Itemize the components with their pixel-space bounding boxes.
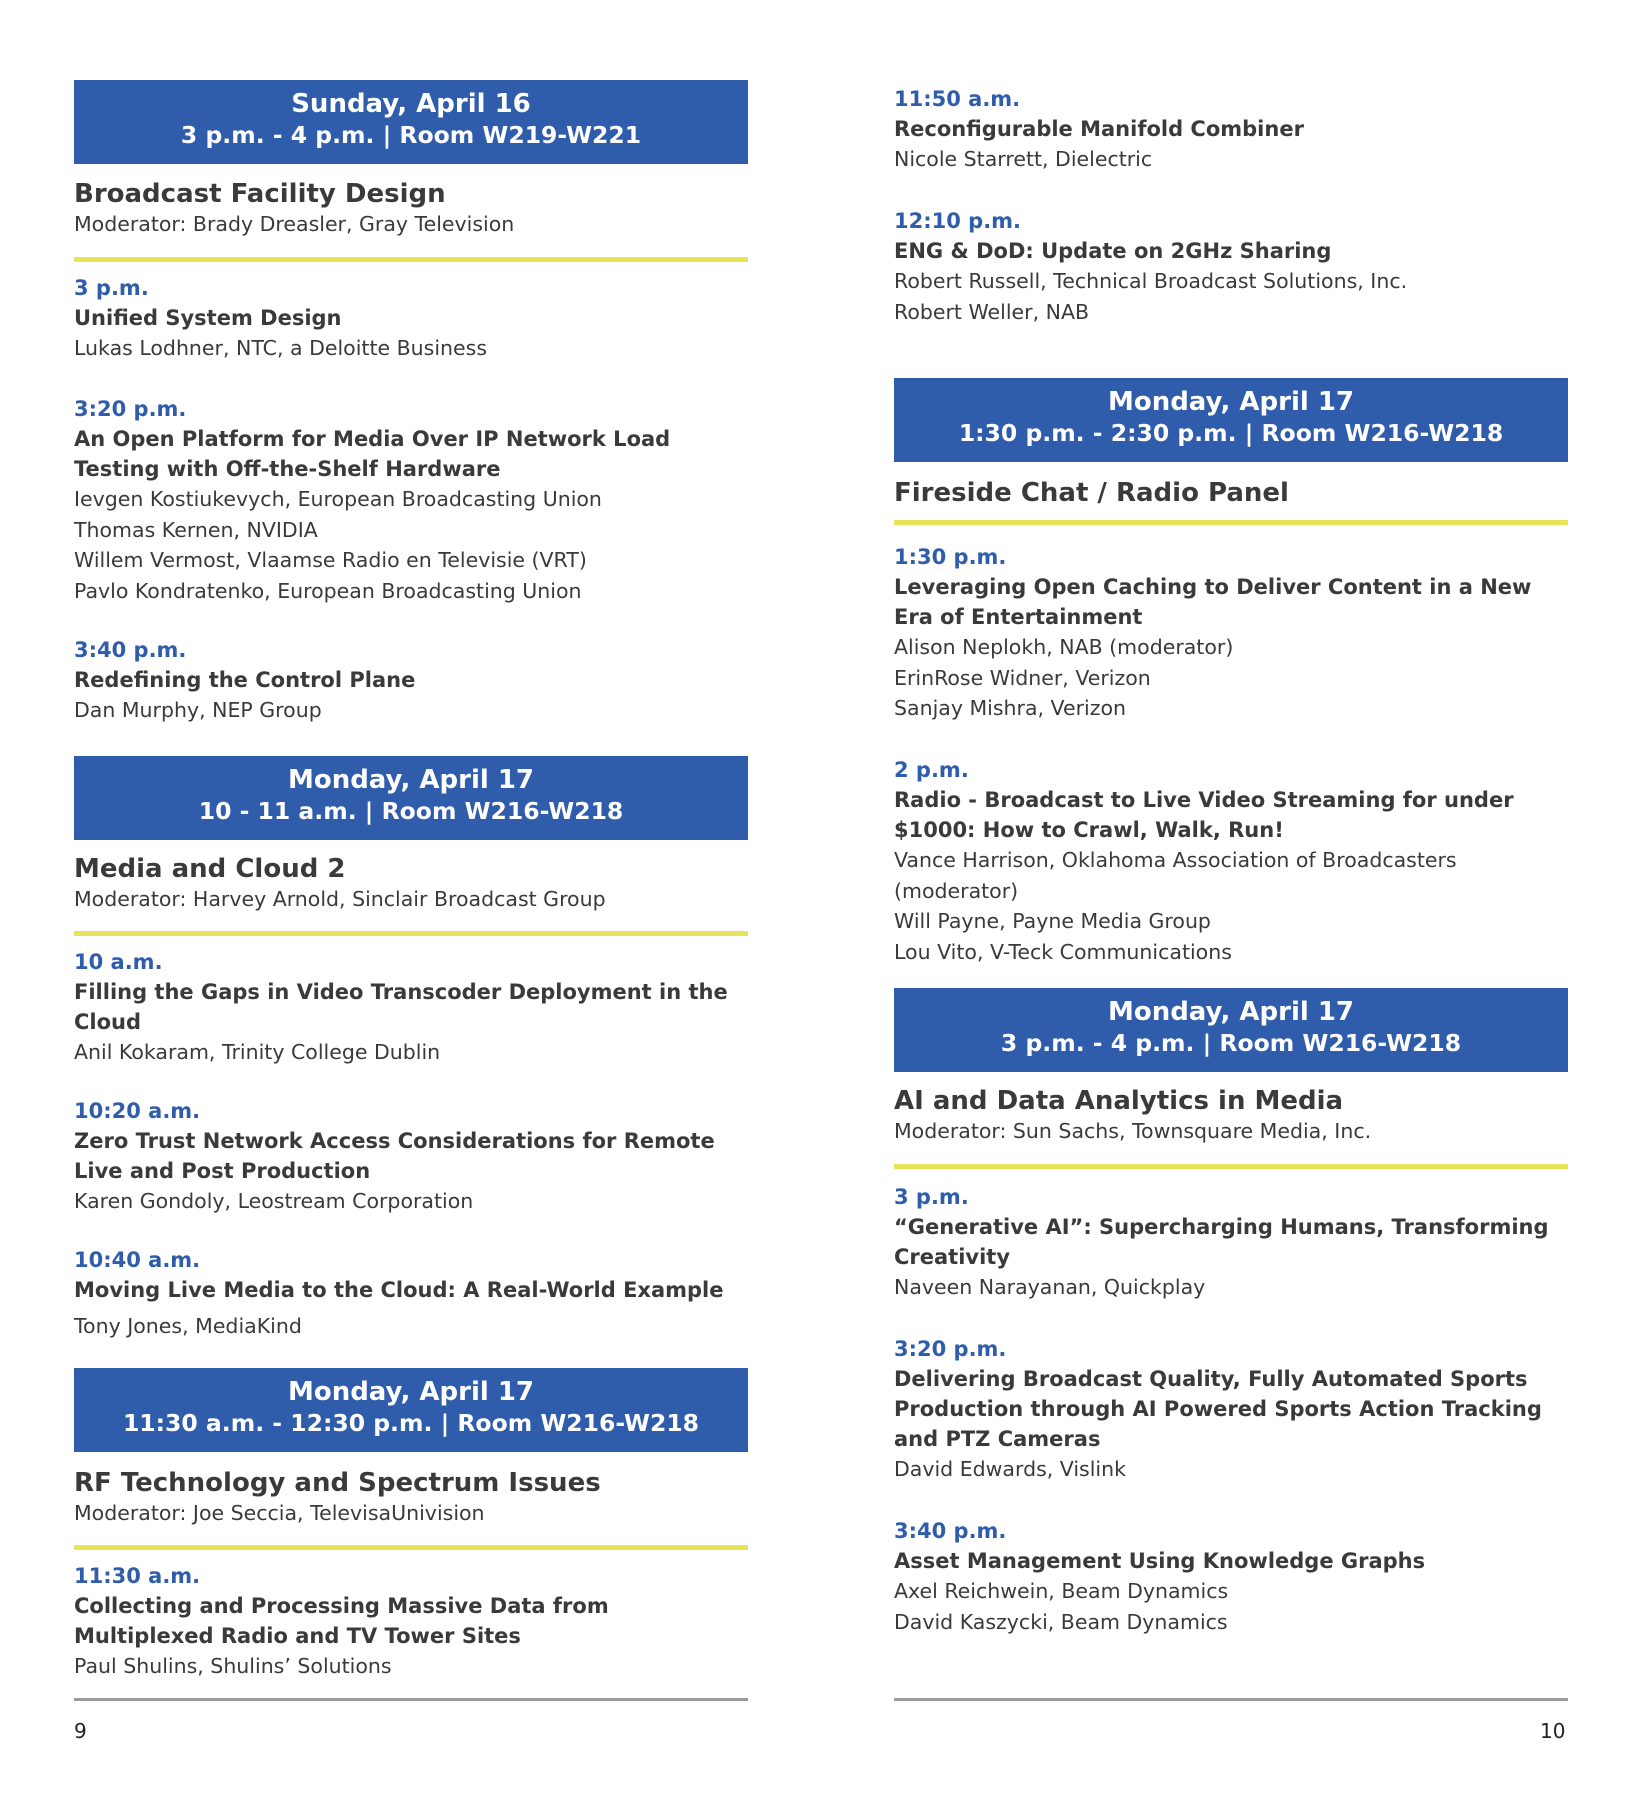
talk-title: and PTZ Cameras (894, 1427, 1101, 1451)
session-info (74, 178, 748, 238)
divider-yellow (74, 1545, 748, 1550)
header-time-room: 10 - 11 a.m. | Room W216-W218 (198, 797, 624, 825)
talk-entry (894, 1183, 1568, 1303)
talk-time: 3:40 p.m. (74, 638, 187, 662)
speaker: (moderator) (894, 878, 1019, 903)
talk-entry (894, 85, 1568, 175)
talk-title: Reconfigurable Manifold Combiner (894, 117, 1304, 141)
talk-entry (894, 1335, 1568, 1485)
divider-yellow (74, 257, 748, 262)
page-footer-rule (894, 1698, 1568, 1701)
speaker: Ievgen Kostiukevych, European Broadcasting Union (74, 487, 602, 511)
talk-title: Cloud (74, 1010, 142, 1034)
speaker: ErinRose Widner, Verizon (894, 665, 1151, 690)
talk-time: 3:20 p.m. (74, 397, 187, 421)
speaker: Tony Jones, MediaKind (74, 1314, 302, 1338)
header-date: Monday, April 17 (1107, 997, 1355, 1027)
talk-title: Leveraging Open Caching to Deliver Content in a New (894, 575, 1532, 599)
talk-time: 11:50 a.m. (894, 87, 1021, 111)
talk-title: “Generative AI”: Supercharging Humans, Transforming (894, 1215, 1549, 1239)
talk-title: $1000: How to Crawl, Walk, Run! (894, 818, 1284, 842)
talk-title: Zero Trust Network Access Considerations for Remote (74, 1129, 715, 1153)
talk-title: Unified System Design (74, 306, 342, 330)
talk-entry (74, 636, 748, 726)
talk-entry (74, 1562, 748, 1682)
header-time-room: 3 p.m. - 4 p.m. | Room W216-W218 (1000, 1029, 1462, 1057)
session-title: AI and Data Analytics in Media (894, 1086, 1344, 1116)
session-title: Broadcast Facility Design (74, 179, 446, 209)
speaker: Karen Gondoly, Leostream Corporation (74, 1189, 474, 1213)
talk-entry (894, 543, 1568, 724)
speaker: Will Payne, Payne Media Group (894, 909, 1211, 933)
talk-title: An Open Platform for Media Over IP Network Load (74, 427, 671, 451)
talk-time: 3 p.m. (74, 276, 149, 300)
talk-title: Collecting and Processing Massive Data from (74, 1594, 609, 1618)
session-info (74, 853, 748, 913)
session-info (74, 1467, 748, 1527)
talk-time: 10:40 a.m. (74, 1248, 201, 1272)
talk-time: 1:30 p.m. (894, 545, 1007, 569)
speaker: Nicole Starrett, Dielectric (894, 147, 1153, 171)
talk-time: 2 p.m. (894, 758, 969, 782)
speaker: David Edwards, Vislink (894, 1457, 1126, 1481)
speaker: Alison Neplokh, NAB (moderator) (894, 635, 1234, 659)
talk-title: Redefining the Control Plane (74, 668, 416, 692)
speaker: Axel Reichwein, Beam Dynamics (894, 1579, 1229, 1603)
talk-entry (74, 274, 748, 364)
header-time-room: 1:30 p.m. - 2:30 p.m. | Room W216-W218 (958, 419, 1504, 447)
speaker: Paul Shulins, Shulins’ Solutions (74, 1654, 392, 1678)
session-title: Media and Cloud 2 (74, 854, 346, 884)
talk-time: 3:40 p.m. (894, 1519, 1007, 1543)
session-title: RF Technology and Spectrum Issues (74, 1468, 601, 1498)
talk-title: Creativity (894, 1245, 1011, 1269)
talk-time: 3:20 p.m. (894, 1337, 1007, 1361)
speaker: Sanjay Mishra, Verizon (894, 696, 1127, 720)
talk-title: Production through AI Powered Sports Action Tracking (894, 1397, 1542, 1421)
day-header (74, 1368, 748, 1452)
speaker: Willem Vermost, Vlaamse Radio en Televisie (VRT) (74, 548, 587, 572)
talk-title: Multiplexed Radio and TV Tower Sites (74, 1624, 521, 1648)
talk-entry (74, 1246, 748, 1342)
talk-entry (894, 756, 1568, 967)
header-date: Monday, April 17 (287, 765, 535, 795)
speaker: Dan Murphy, NEP Group (74, 698, 322, 722)
talk-title: Era of Entertainment (894, 605, 1143, 629)
divider-yellow (894, 520, 1568, 525)
speaker: Lukas Lodhner, NTC, a Deloitte Business (74, 336, 488, 360)
talk-title: Live and Post Production (74, 1159, 371, 1183)
talk-time: 11:30 a.m. (74, 1564, 201, 1588)
day-header (74, 80, 748, 164)
speaker: Anil Kokaram, Trinity College Dublin (74, 1040, 441, 1064)
page-footer-rule (74, 1698, 748, 1701)
talk-entry (894, 207, 1568, 327)
session-title: Fireside Chat / Radio Panel (894, 478, 1289, 508)
talk-time: 3 p.m. (894, 1185, 969, 1209)
talk-title: Moving Live Media to the Cloud: A Real-World Example (74, 1278, 724, 1302)
page-number-right: 10 (1540, 1719, 1566, 1743)
header-date: Monday, April 17 (287, 1377, 535, 1407)
talk-title: ENG & DoD: Update on 2GHz Sharing (894, 239, 1332, 263)
talk-time: 10 a.m. (74, 950, 163, 974)
talk-title: Delivering Broadcast Quality, Fully Automated Sports (894, 1367, 1528, 1391)
speaker: Pavlo Kondratenko, European Broadcasting Union (74, 578, 582, 603)
session-moderator: Moderator: Joe Seccia, TelevisaUnivision (74, 1501, 485, 1525)
talk-entry (894, 1517, 1568, 1637)
speaker: Naveen Narayanan, Quickplay (894, 1275, 1206, 1299)
header-time-room: 3 p.m. - 4 p.m. | Room W219-W221 (180, 121, 642, 149)
header-date: Sunday, April 16 (291, 89, 531, 119)
page-number-left: 9 (74, 1719, 87, 1743)
speaker: Lou Vito, V-Teck Communications (894, 939, 1232, 964)
speaker: Thomas Kernen, NVIDIA (74, 517, 318, 542)
speaker: Robert Weller, NAB (894, 299, 1090, 324)
divider-yellow (74, 931, 748, 936)
talk-entry (74, 948, 748, 1068)
session-moderator: Moderator: Harvey Arnold, Sinclair Broadcast Group (74, 887, 606, 911)
talk-title: Filling the Gaps in Video Transcoder Deployment in the (74, 980, 728, 1004)
session-moderator: Moderator: Brady Dreasler, Gray Television (74, 212, 515, 236)
session-moderator: Moderator: Sun Sachs, Townsquare Media, Inc. (894, 1119, 1372, 1143)
header-date: Monday, April 17 (1107, 387, 1355, 417)
day-header (894, 378, 1568, 462)
talk-time: 10:20 a.m. (74, 1099, 201, 1123)
speaker: David Kaszycki, Beam Dynamics (894, 1609, 1228, 1634)
speaker: Vance Harrison, Oklahoma Association of Broadcasters (894, 848, 1457, 872)
session-info (894, 1085, 1568, 1145)
speaker: Robert Russell, Technical Broadcast Solutions, Inc. (894, 269, 1408, 293)
talk-entry (74, 1097, 748, 1217)
talk-title: Radio - Broadcast to Live Video Streaming for under (894, 788, 1514, 812)
talk-time: 12:10 p.m. (894, 209, 1022, 233)
header-time-room: 11:30 a.m. - 12:30 p.m. | Room W216-W218 (122, 1409, 700, 1437)
day-header (894, 988, 1568, 1072)
talk-title: Testing with Off-the-Shelf Hardware (74, 457, 501, 481)
divider-yellow (894, 1164, 1568, 1169)
talk-entry (74, 395, 748, 606)
talk-title: Asset Management Using Knowledge Graphs (894, 1549, 1426, 1573)
session-info (894, 477, 1568, 509)
day-header (74, 756, 748, 840)
